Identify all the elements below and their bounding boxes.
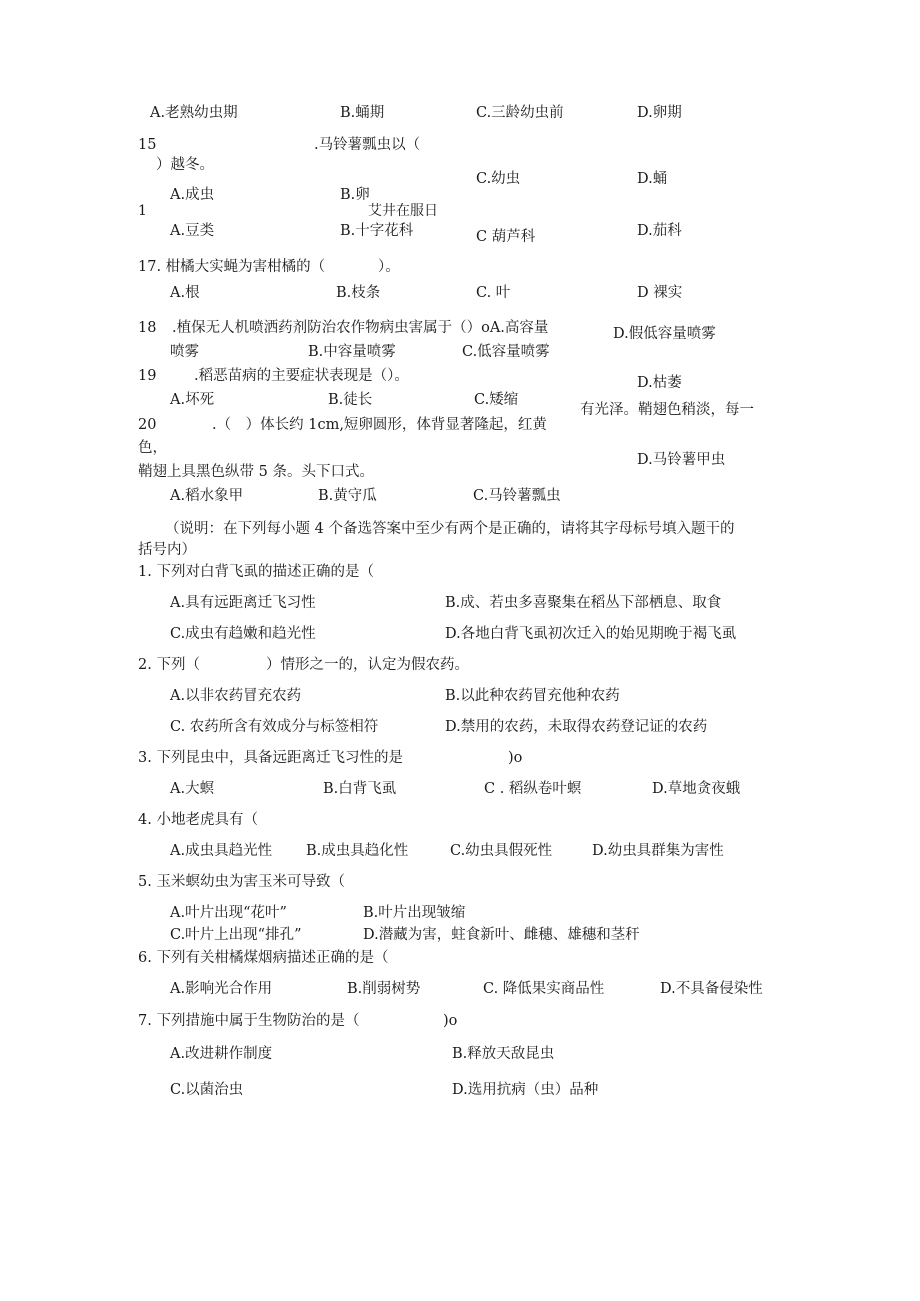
q20-stem: .（ ）体长约 1cm,短卵圆形，体背显著隆起，红黄 [212, 417, 547, 433]
m6-option-d: D.不具备侵染性 [660, 981, 763, 997]
q15-option-a: A.成虫 [170, 187, 215, 203]
q18-stem: .植保无人机喷洒药剂防治农作物病虫害属于（）oA.高容量 [172, 320, 549, 336]
q17-option-c: C. 叶 [476, 285, 511, 301]
q18-option-b: B.中容量喷雾 [308, 344, 396, 360]
m4-option-c: C.幼虫具假死性 [450, 843, 553, 859]
m6-option-c: C. 降低果实商品性 [483, 981, 605, 997]
q16-stem-fragment: 艾井在服日 [368, 203, 438, 219]
q15-option-c: C.幼虫 [476, 171, 521, 187]
m4-option-b: B.成虫具趋化性 [306, 843, 409, 859]
q19-option-d: D.枯萎 [637, 375, 682, 391]
m3-option-b: B.白背飞虱 [323, 781, 397, 797]
m3-option-c: C . 稻纵卷叶螟 [484, 781, 582, 797]
q18-stem-cont: 喷雾 [170, 344, 199, 360]
q16-option-d: D.茄科 [637, 223, 682, 239]
q15-stem-cont: ）越冬。 [156, 157, 214, 173]
q19-option-b: B.徒长 [328, 392, 373, 408]
m2-option-d: D.禁用的农药，未取得农药登记证的农药 [445, 719, 708, 735]
m7-option-d: D.选用抗病（虫）品种 [452, 1082, 599, 1098]
m4-stem: 4. 小地老虎具有（ [138, 812, 258, 828]
q19-stem: .稻恶苗病的主要症状表现是（）。 [194, 368, 409, 384]
m3-stem-end: )o [508, 750, 523, 766]
q19-option-c: C.矮缩 [474, 392, 519, 408]
q18-number: 18 [138, 320, 157, 336]
q15-number: 15 [138, 137, 157, 153]
q18-option-d: D.假低容量喷雾 [613, 326, 716, 342]
m5-option-a: A.叶片出现“花叶” [170, 905, 287, 921]
q20-stem-side: 有光泽。鞘翅色稍淡，每一 [580, 402, 754, 418]
q14-option-b: B.蛹期 [340, 105, 385, 121]
m7-stem: 7. 下列措施中属于生物防治的是（ [138, 1013, 360, 1029]
m7-stem-end: )o [443, 1013, 458, 1029]
q17-stem-end: ）。 [378, 259, 400, 275]
q16-option-b: B.十字花科 [340, 223, 414, 239]
m3-option-d: D.草地贪夜蛾 [652, 781, 741, 797]
q17-stem: 17. 柑橘大实蝇为害柑橘的（ [138, 259, 326, 275]
q14-option-c: C.三龄幼虫前 [476, 105, 564, 121]
q17-option-b: B.枝条 [336, 285, 381, 301]
m7-option-c: C.以菌治虫 [170, 1082, 244, 1098]
m2-stem-end: ）情形之一的，认定为假农药。 [266, 657, 469, 673]
m6-stem: 6. 下列有关柑橘煤烟病描述正确的是（ [138, 950, 389, 966]
m1-option-d: D.各地白背飞虱初次迁入的始见期晚于褐飞虱 [445, 626, 737, 642]
q18-option-c: C.低容量喷雾 [462, 344, 550, 360]
q20-option-a: A.稻水象甲 [170, 488, 244, 504]
m4-option-d: D.幼虫具群集为害性 [592, 843, 724, 859]
m2-option-b: B.以此种农药冒充他种农药 [445, 688, 620, 704]
m5-option-c: C.叶片上出现“排孔” [170, 927, 302, 943]
q20-option-c: C.马铃薯瓢虫 [473, 488, 561, 504]
q20-number: 20 [138, 417, 157, 433]
q15-option-b: B.卵 [340, 187, 370, 203]
q20-option-d: D.马铃薯甲虫 [637, 452, 726, 468]
q17-option-a: A.根 [170, 285, 200, 301]
q14-option-d: D.卵期 [637, 105, 682, 121]
m7-option-b: B.释放天敌昆虫 [452, 1046, 555, 1062]
m3-option-a: A.大螟 [170, 781, 215, 797]
q20-stem-cont1: 色， [138, 440, 167, 456]
m2-option-c: C. 农药所含有效成分与标签相符 [170, 719, 379, 735]
m3-stem: 3. 下列昆虫中，具备远距离迁飞习性的是 [138, 750, 403, 766]
m4-option-a: A.成虫具趋光性 [170, 843, 273, 859]
q15-option-d: D.蛹 [637, 171, 668, 187]
m1-option-b: B.成、若虫多喜聚集在稻丛下部栖息、取食 [445, 595, 722, 611]
m2-option-a: A.以非农药冒充农药 [170, 688, 302, 704]
m2-stem: 2. 下列（ [138, 657, 200, 673]
q19-number: 19 [138, 368, 157, 384]
m5-option-d: D.潜藏为害，蛀食新叶、雌穗、雄穗和茎秆 [363, 927, 640, 943]
m5-stem: 5. 玉米螟幼虫为害玉米可导致（ [138, 874, 345, 890]
m5-option-b: B.叶片出现皱缩 [363, 905, 466, 921]
q16-number-fragment: 1 [138, 203, 147, 219]
m1-stem: 1. 下列对白背飞虱的描述正确的是（ [138, 564, 374, 580]
instruction-line2: 括号内） [138, 542, 196, 558]
q14-option-a: A.老熟幼虫期 [150, 105, 238, 121]
m7-option-a: A.改进耕作制度 [170, 1046, 273, 1062]
q20-stem-cont2: 鞘翅上具黑色纵带 5 条。头下口式。 [138, 464, 374, 480]
m1-option-c: C.成虫有趋嫩和趋光性 [170, 626, 316, 642]
instruction-line1: （说明：在下列每小题 4 个备选答案中至少有两个是正确的，请将其字母标号填入题干的 [165, 521, 735, 537]
q17-option-d: D 裸实 [637, 285, 683, 301]
m1-option-a: A.具有远距离迁飞习性 [170, 595, 316, 611]
m6-option-a: A.影响光合作用 [170, 981, 273, 997]
m6-option-b: B.削弱树势 [347, 981, 421, 997]
q15-stem: .马铃薯瓢虫以（ [314, 137, 421, 153]
q20-option-b: B.黄守瓜 [318, 488, 377, 504]
q19-option-a: A.坏死 [170, 392, 215, 408]
q16-option-c: C 葫芦科 [476, 229, 536, 245]
q16-option-a: A.豆类 [170, 223, 215, 239]
